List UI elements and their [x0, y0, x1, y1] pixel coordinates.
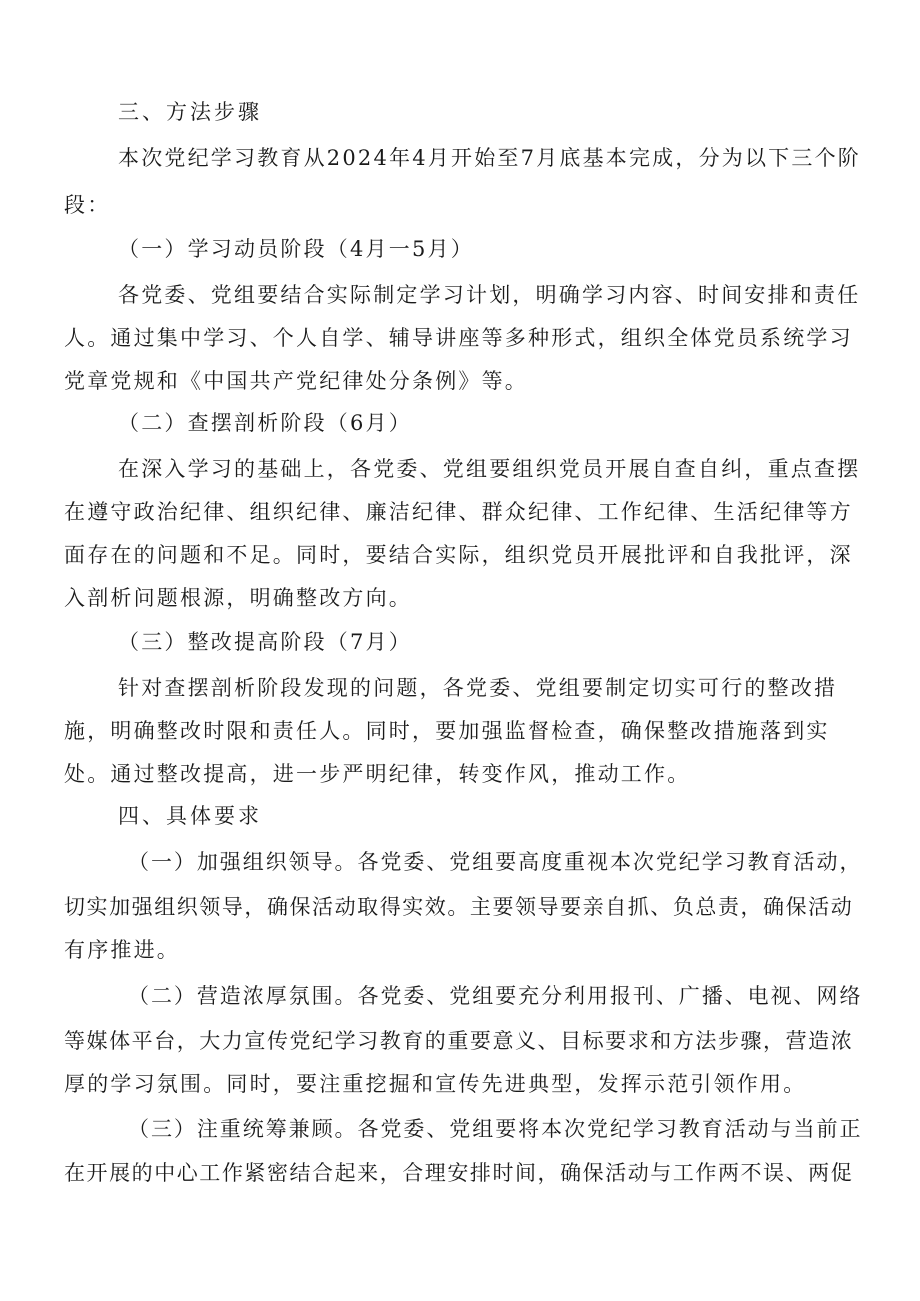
req2-paragraph-line-3: 厚的学习氛围。同时，要注重挖掘和宣传先进典型，发挥示范引领作用。: [64, 1072, 807, 1096]
phase1-paragraph-line-3: 党章党规和《中国共产党纪律处分条例》等。: [64, 369, 528, 393]
section-heading-specific-requirements: 四、具体要求: [118, 804, 262, 828]
req3-paragraph-line-2: 在开展的中心工作紧密结合起来，合理安排时间，确保活动与工作两不误、两促: [64, 1161, 854, 1185]
req1-paragraph-line-1: （一）加强组织领导。各党委、党组要高度重视本次党纪学习教育活动，: [128, 850, 863, 874]
phase2-paragraph-line-3: 面存在的问题和不足。同时，要结合实际，组织党员开展批评和自我批评，深: [64, 543, 853, 567]
section-heading-method-steps: 三、方法步骤: [118, 100, 262, 124]
intro-paragraph-line-2: 段：: [64, 193, 111, 217]
intro-paragraph-line-1: 本次党纪学习教育从2024年4月开始至7月底基本完成，分为以下三个阶: [118, 146, 861, 170]
phase2-paragraph-line-1: 在深入学习的基础上，各党委、党组要组织党员开展自查自纠，重点查摆: [118, 457, 861, 481]
phase1-paragraph-line-1: 各党委、党组要结合实际制定学习计划，明确学习内容、时间安排和责任: [118, 283, 861, 307]
phase2-title: （二）查摆剖析阶段（6月）: [118, 411, 412, 435]
req2-paragraph-line-1: （二）营造浓厚氛围。各党委、党组要充分利用报刊、广播、电视、网络: [128, 984, 863, 1008]
phase3-title: （三）整改提高阶段（7月）: [118, 630, 412, 654]
phase3-paragraph-line-1: 针对查摆剖析阶段发现的问题，各党委、党组要制定切实可行的整改措: [118, 676, 838, 700]
req1-paragraph-line-3: 有序推进。: [64, 938, 180, 962]
req2-paragraph-line-2: 等媒体平台，大力宣传党纪学习教育的重要意义、目标要求和方法步骤，营造浓: [64, 1029, 854, 1053]
phase2-paragraph-line-2: 在遵守政治纪律、组织纪律、廉洁纪律、群众纪律、工作纪律、生活纪律等方: [64, 500, 853, 524]
phase3-paragraph-line-2: 施，明确整改时限和责任人。同时，要加强监督检查，确保整改措施落到实: [64, 719, 830, 743]
phase3-paragraph-line-3: 处。通过整改提高，进一步严明纪律，转变作风，推动工作。: [64, 762, 691, 786]
req1-paragraph-line-2: 切实加强组织领导，确保活动取得实效。主要领导要亲自抓、负总责，确保活动: [64, 895, 854, 919]
phase2-paragraph-line-4: 入剖析问题根源，明确整改方向。: [64, 586, 412, 610]
phase1-paragraph-line-2: 人。通过集中学习、个人自学、辅导讲座等多种形式，组织全体党员系统学习: [64, 326, 853, 350]
req3-paragraph-line-1: （三）注重统筹兼顾。各党委、党组要将本次党纪学习教育活动与当前正: [128, 1117, 863, 1141]
phase1-title: （一）学习动员阶段（4月一5月）: [118, 237, 474, 261]
